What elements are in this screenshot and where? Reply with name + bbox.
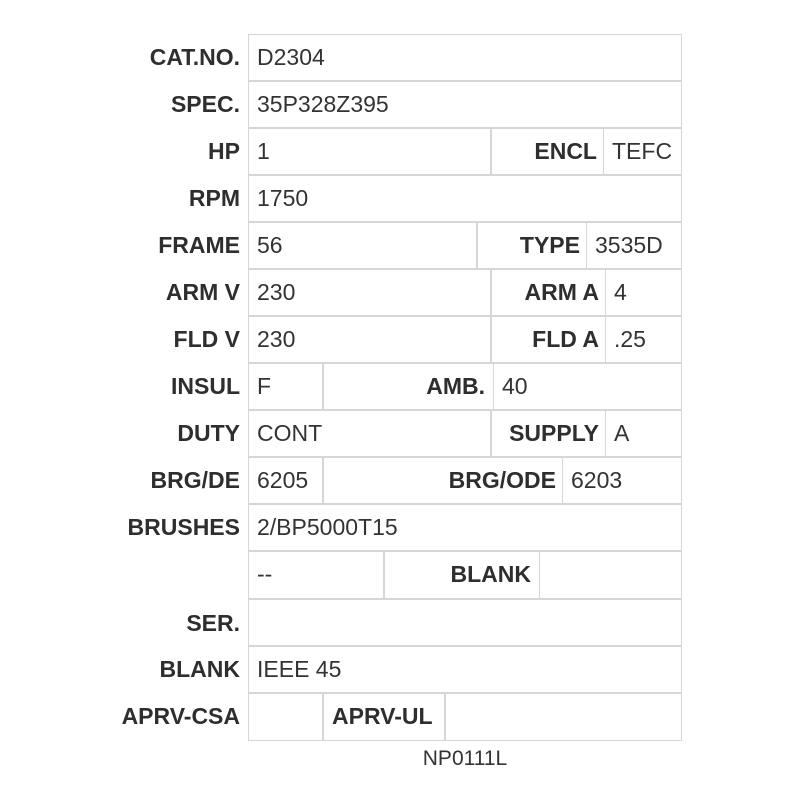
blank2-label: BLANK	[159, 656, 240, 682]
supply-value: A	[605, 410, 682, 457]
aprv-csa-value	[248, 693, 323, 741]
arm-a-value: 4	[605, 269, 682, 316]
hp-label: HP	[208, 138, 240, 164]
blank-label: BLANK	[450, 561, 531, 587]
encl-label-cell	[491, 128, 603, 175]
brg-de-label: BRG/DE	[150, 467, 240, 493]
spec-value: 35P328Z395	[248, 81, 682, 128]
part-number-footer: NP0111L	[422, 747, 508, 770]
aprv-ul-label-cell	[323, 693, 445, 741]
aprv-ul-value	[445, 693, 682, 741]
blank-label-cell	[384, 551, 539, 599]
brushes-value: 2/BP5000T15	[248, 504, 682, 551]
arm-v-label: ARM V	[165, 279, 240, 305]
brg-ode-label-cell	[323, 457, 562, 504]
arm-a-label: ARM A	[524, 279, 599, 305]
rpm-value: 1750	[248, 175, 682, 222]
amb-label: AMB.	[426, 373, 485, 399]
supply-label-cell	[491, 410, 605, 457]
brg-ode-label: BRG/ODE	[448, 467, 556, 493]
amb-label-cell	[323, 363, 493, 410]
blank-value	[539, 551, 682, 599]
brushes-label: BRUSHES	[127, 514, 240, 540]
frame-label: FRAME	[158, 232, 240, 258]
insul-value: F	[248, 363, 323, 410]
insul-label: INSUL	[171, 373, 240, 399]
fld-v-value: 230	[248, 316, 491, 363]
fld-a-label-cell	[491, 316, 605, 363]
aprv-csa-label: APRV-CSA	[121, 703, 240, 729]
brg-de-value: 6205	[248, 457, 323, 504]
encl-value: TEFC	[603, 128, 682, 175]
aprv-ul-label: APRV-UL	[332, 703, 433, 729]
fld-v-label: FLD V	[173, 326, 240, 352]
encl-label: ENCL	[534, 138, 597, 164]
ser-label: SER.	[186, 610, 240, 636]
ser-value	[248, 599, 682, 646]
amb-value: 40	[493, 363, 682, 410]
hp-value: 1	[248, 128, 491, 175]
frame-value: 56	[248, 222, 477, 269]
type-value: 3535D	[586, 222, 682, 269]
duty-value: CONT	[248, 410, 491, 457]
spec-label: SPEC.	[170, 91, 240, 117]
blank2-value: IEEE 45	[248, 646, 682, 693]
dash-value: --	[248, 551, 384, 599]
type-label-cell	[477, 222, 586, 269]
brg-ode-value: 6203	[562, 457, 682, 504]
cat-no-label: CAT.NO.	[149, 44, 240, 70]
type-label: TYPE	[519, 232, 580, 258]
rpm-label: RPM	[188, 185, 240, 211]
cat-no-value: D2304	[248, 34, 682, 81]
arm-a-label-cell	[491, 269, 605, 316]
supply-label: SUPPLY	[509, 420, 599, 446]
duty-label: DUTY	[177, 420, 240, 446]
fld-a-label: FLD A	[532, 326, 599, 352]
fld-a-value: .25	[605, 316, 682, 363]
arm-v-value: 230	[248, 269, 491, 316]
